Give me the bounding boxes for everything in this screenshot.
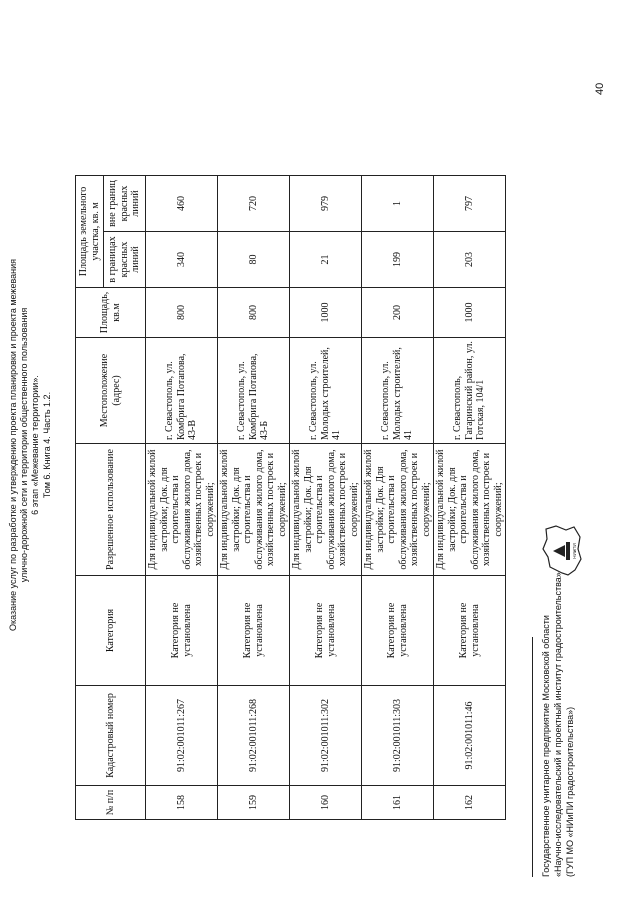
land-plots-table: [75, 175, 506, 820]
cell-cadastral: 91:02:001011:46: [434, 686, 506, 786]
logo-text: НИиПИ: [572, 543, 577, 559]
cell-inside: 203: [434, 232, 506, 288]
cell-outside: 797: [434, 176, 506, 232]
cell-category: Категория не установлена: [362, 576, 434, 686]
cell-location: г. Севастополь, ул. Комбрига Потапова, 43-Б: [218, 338, 290, 444]
document-header: [8, 45, 53, 845]
cell-inside: 340: [146, 232, 218, 288]
footer-line-2: «Научно-исследовательский и проектный институт градостроительства»: [553, 572, 563, 877]
cell-category: Категория не установлена: [218, 576, 290, 686]
table-row: [290, 176, 362, 820]
cell-inside: 21: [290, 232, 362, 288]
cell-category: Категория не установлена: [434, 576, 506, 686]
cell-num: 161: [362, 786, 434, 820]
table-row: [146, 176, 218, 820]
cell-use: Для индивидуальной жилой застройки; Док. Для строительства и обслуживания жилого дома, хозяйственных построек и сооружений;: [290, 444, 362, 576]
cell-cadastral: 91:02:001011:267: [146, 686, 218, 786]
cell-outside: 460: [146, 176, 218, 232]
cell-use: Для индивидуальной жилой застройки; Док. для строительства и обслуживания жилого дома, хозяйственных построек и сооружений;: [146, 444, 218, 576]
header-line-4: Том 6. Книга 4. Часть 1.2.: [41, 391, 52, 499]
header-line-2: улично-дорожной сети и территории общественного пользования: [19, 307, 30, 583]
cell-cadastral: 91:02:001011:302: [290, 686, 362, 786]
page-number: 40: [594, 82, 606, 95]
table-row: [434, 176, 506, 820]
cell-category: Категория не установлена: [146, 576, 218, 686]
table-row: [362, 176, 434, 820]
cell-area: 1000: [290, 288, 362, 338]
table-row: [218, 176, 290, 820]
col-header-category: Категория: [76, 576, 146, 686]
cell-use: Для индивидуальной жилой застройки; Док. для строительства и обслуживания жилого дома, хозяйственных построек и сооружений;: [434, 444, 506, 576]
cell-inside: 199: [362, 232, 434, 288]
cell-num: 160: [290, 786, 362, 820]
cell-location: г. Севастополь, ул. Молодых строителей, 41: [362, 338, 434, 444]
footer-line-1: Государственное унитарное предприятие Московской области: [541, 615, 551, 877]
footer-line-3: (ГУП МО «НИиПИ градостроительства»): [565, 706, 575, 877]
cell-location: г. Севастополь, ул. Молодых строителей, 41: [290, 338, 362, 444]
col-header-inside: в границах красных линий: [104, 232, 146, 288]
cell-cadastral: 91:02:001011:303: [362, 686, 434, 786]
cell-inside: 80: [218, 232, 290, 288]
cell-location: г. Севастополь, ул. Комбрига Потапова, 43-В: [146, 338, 218, 444]
header-line-1: Оказание услуг по разработке и утверждению проекта планировки и проекта межевания: [8, 258, 18, 632]
document-footer: [540, 572, 576, 877]
col-header-num: № п/п: [76, 786, 146, 820]
cell-outside: 1: [362, 176, 434, 232]
col-header-area: Площадь, кв.м: [76, 288, 146, 338]
cell-area: 1000: [434, 288, 506, 338]
footer-divider: [532, 637, 533, 877]
cell-area: 800: [146, 288, 218, 338]
cell-category: Категория не установлена: [290, 576, 362, 686]
cell-num: 162: [434, 786, 506, 820]
col-header-use: Разрешенное использование: [76, 444, 146, 576]
header-line-3: 6 этап «Межевание территории».: [30, 375, 41, 515]
cell-area: 200: [362, 288, 434, 338]
cell-use: Для индивидуальной жилой застройки; Док. для строительства и обслуживания жилого дома, хозяйственных построек и сооружений;: [218, 444, 290, 576]
col-header-outside: вне границ красных линий: [104, 176, 146, 232]
col-header-location: Местоположение (адрес): [76, 338, 146, 444]
cell-area: 800: [218, 288, 290, 338]
cell-outside: 720: [218, 176, 290, 232]
cell-num: 158: [146, 786, 218, 820]
cell-cadastral: 91:02:001011:268: [218, 686, 290, 786]
cell-outside: 979: [290, 176, 362, 232]
col-header-cadastral: Кадастровый номер: [76, 686, 146, 786]
cell-location: г. Севастополь, Гагаринский район, ул. Готская, 104/1: [434, 338, 506, 444]
cell-num: 159: [218, 786, 290, 820]
institute-emblem-icon: [540, 523, 584, 579]
cell-use: Для индивидуальной жилой застройки; Док. Для строительства и обслуживания жилого дома, хозяйственных построек и сооружений;: [362, 444, 434, 576]
col-header-plot-area: Площадь земельного участка, кв. м: [76, 176, 104, 288]
